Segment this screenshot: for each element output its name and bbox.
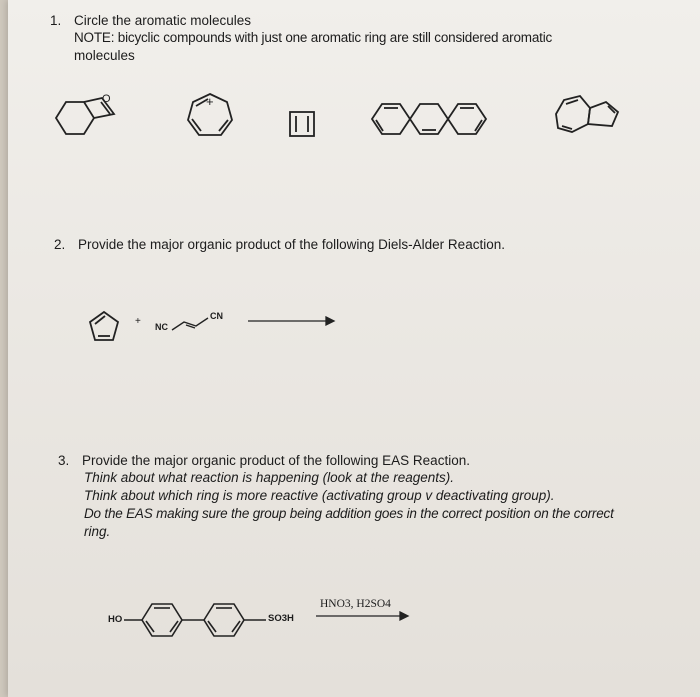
question-3-hint-4: ring. (84, 524, 111, 539)
worksheet-page (8, 0, 700, 697)
question-2-title: Provide the major organic product of the following Diels-Alder Reaction. (78, 237, 505, 252)
furan-fused-cyclohexane-icon (46, 88, 136, 148)
question-1-number: 1. (50, 13, 62, 28)
cyclopentadiene-icon (90, 312, 118, 340)
svg-text:O: O (102, 93, 111, 105)
question-2-number: 2. (54, 237, 66, 252)
hydroxyl-label: HO (108, 614, 123, 625)
question-1-title: Circle the aromatic molecules (74, 13, 252, 28)
cyclobutadiene-icon (284, 106, 324, 146)
anthracene-icon (364, 94, 484, 144)
question-1 (50, 12, 670, 63)
question-3-number: 3. (58, 453, 70, 468)
biphenyl-scheme (100, 588, 420, 648)
positive-charge: + (206, 94, 214, 109)
question-3-title: Provide the major organic product of the following EAS Reaction. (82, 453, 470, 468)
azulene-icon (548, 88, 628, 144)
question-3 (58, 452, 678, 552)
question-2 (54, 236, 674, 256)
question-1-note-cont: molecules (74, 48, 135, 63)
diels-alder-scheme (88, 302, 348, 352)
question-3-hint-2: Think about which ring is more reactive (activating group v deactivating group). (84, 488, 555, 503)
nitrile-left-label: NC (155, 322, 168, 332)
nitrile-right-label: CN (210, 311, 223, 321)
question-1-note: NOTE: bicyclic compounds with just one aromatic ring are still considered aromatic (74, 30, 553, 45)
plus-sign: + (135, 316, 141, 327)
question-3-hint-1: Think about what reaction is happening (look at the reagents). (84, 470, 454, 485)
sulfonic-acid-label: SO3H (268, 613, 294, 624)
reagents-label: HNO3, H2SO4 (320, 598, 391, 610)
question-3-hint-3: Do the EAS making sure the group being addition goes in the correct position on the correct (84, 506, 614, 521)
cycloheptatrienyl-cation-icon (180, 86, 240, 146)
